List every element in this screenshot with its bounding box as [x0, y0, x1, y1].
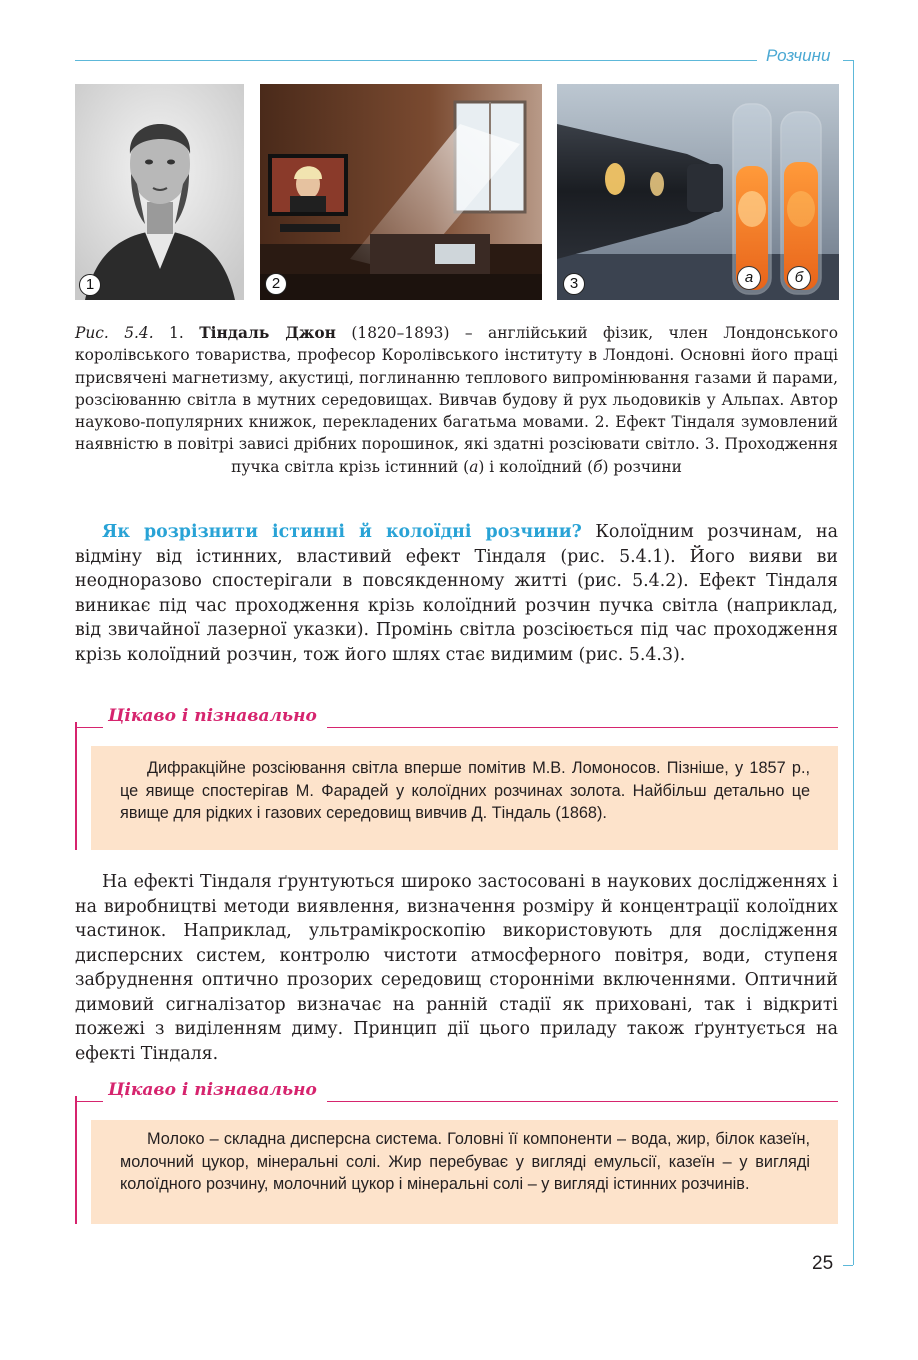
box2-text: Молоко – складна дисперсна система. Головні її компоненти – вода, жир, білок казеїн, молочний цукор, мінеральні солі. Жир перебуває у вигляді емульсії, казеїн – у вигляді колоїдного розчину, молочний цукор і мінеральні солі – у вигляді істинних розчинів. — [120, 1130, 810, 1193]
tube-label-a: а — [737, 266, 761, 290]
box1-text: Дифракційне розсіювання світла вперше помітив М.В. Ломоносов. Пізніше, у 1857 р., це явище спостерігав М. Фарадей у колоїдних розчинах золота. Найбільш детально це явище для рідких і газових середовищ вивчив Д. Тіндаль (1868). — [120, 759, 810, 822]
tube-label-b: б — [787, 266, 811, 290]
caption-end: ) розчини — [602, 457, 682, 476]
figure-badge-3: 3 — [563, 273, 585, 295]
caption-number: 1. — [169, 324, 184, 342]
box2-left-rule — [75, 1096, 77, 1224]
section-title: Розчини — [766, 46, 831, 65]
question-heading: Як розрізнити істинні й колоїдні розчини? — [102, 522, 582, 542]
caption-text: (1820–1893) – англійський фізик, член Лондонського королівського товариства, професор Королівського інституту в Лондоні. Основні його праці присвячені магнетизму, акустиці, поглинанню теплового випромінювання газами й парами, розсіюванню світла в мутних середовищах. Вивчав будову й рух льодовиків у Альпах. Автор науково-популярних книжок, перекладених багатьма мовами. 2. Ефект Тіндаля зумовлений наявністю в повітрі зависі дрібних порошинок, які здатні розсіювати світло. 3. Проходження пучка світла крізь істинний ( — [75, 324, 838, 476]
box1-top-rule-right — [327, 727, 838, 728]
caption-name: Тіндаль Джон — [199, 324, 336, 342]
paragraph-1-text: Колоїдним розчинам, на відміну від істинних, властивий ефект Тіндаля (рис. 5.4.1). Його вияви ви неодноразово спостерігали в повсякденному житті (рис. 5.4.2). Ефект Тіндаля виникає під час проходження крізь колоїдний розчин пучка світла (наприклад, від звичайної лазерної указки). Промінь світла розсіюється під час проходження крізь колоїдний розчин, тож його шлях стає видимим (рис. 5.4.3). — [75, 522, 838, 665]
page-number: 25 — [812, 1253, 834, 1274]
box1-left-rule — [75, 722, 77, 850]
portrait-tyndall-photo — [75, 84, 244, 300]
margin-rule — [853, 60, 854, 1265]
box2-top-rule-left — [75, 1101, 103, 1102]
box1-title: Цікаво і пізнавально — [108, 706, 317, 726]
margin-tick-top — [843, 60, 853, 61]
figure-caption — [75, 322, 838, 478]
figure-badge-2: 2 — [265, 273, 287, 295]
margin-tick-bottom — [843, 1265, 853, 1266]
box2-title: Цікаво і пізнавально — [108, 1080, 317, 1100]
room-light-beam-photo — [260, 84, 542, 300]
tyndall-tubes-photo — [557, 84, 839, 300]
paragraph-tyndall-effect — [75, 520, 838, 667]
paragraph-applications: На ефекті Тіндаля ґрунтуються широко застосовані в наукових дослідженнях і на виробництві методи виявлення, визначення розміру й концентрації колоїдних частинок. Наприклад, ультрамікроскопію використовують для дослідження дисперсних систем, контролю чистоти атмосферного повітря, води, ступеня забруднення оптично прозорих середовищ сторонніми включеннями. Оптичний димовий сигналізатор визначає на ранній стадії як приховані, так і відкриті пожежі з виділенням диму. Принцип дії цього приладу також ґрунтується на ефекті Тіндаля. — [75, 872, 838, 1064]
header-rule — [75, 60, 757, 61]
caption-b: б — [593, 457, 603, 476]
caption-mid: ) і колоїдний ( — [478, 457, 594, 476]
box2-top-rule-right — [327, 1101, 838, 1102]
caption-label: Рис. 5.4. — [75, 324, 154, 342]
figure-badge-1: 1 — [79, 274, 101, 296]
box1-top-rule-left — [75, 727, 103, 728]
caption-a: а — [469, 457, 479, 476]
